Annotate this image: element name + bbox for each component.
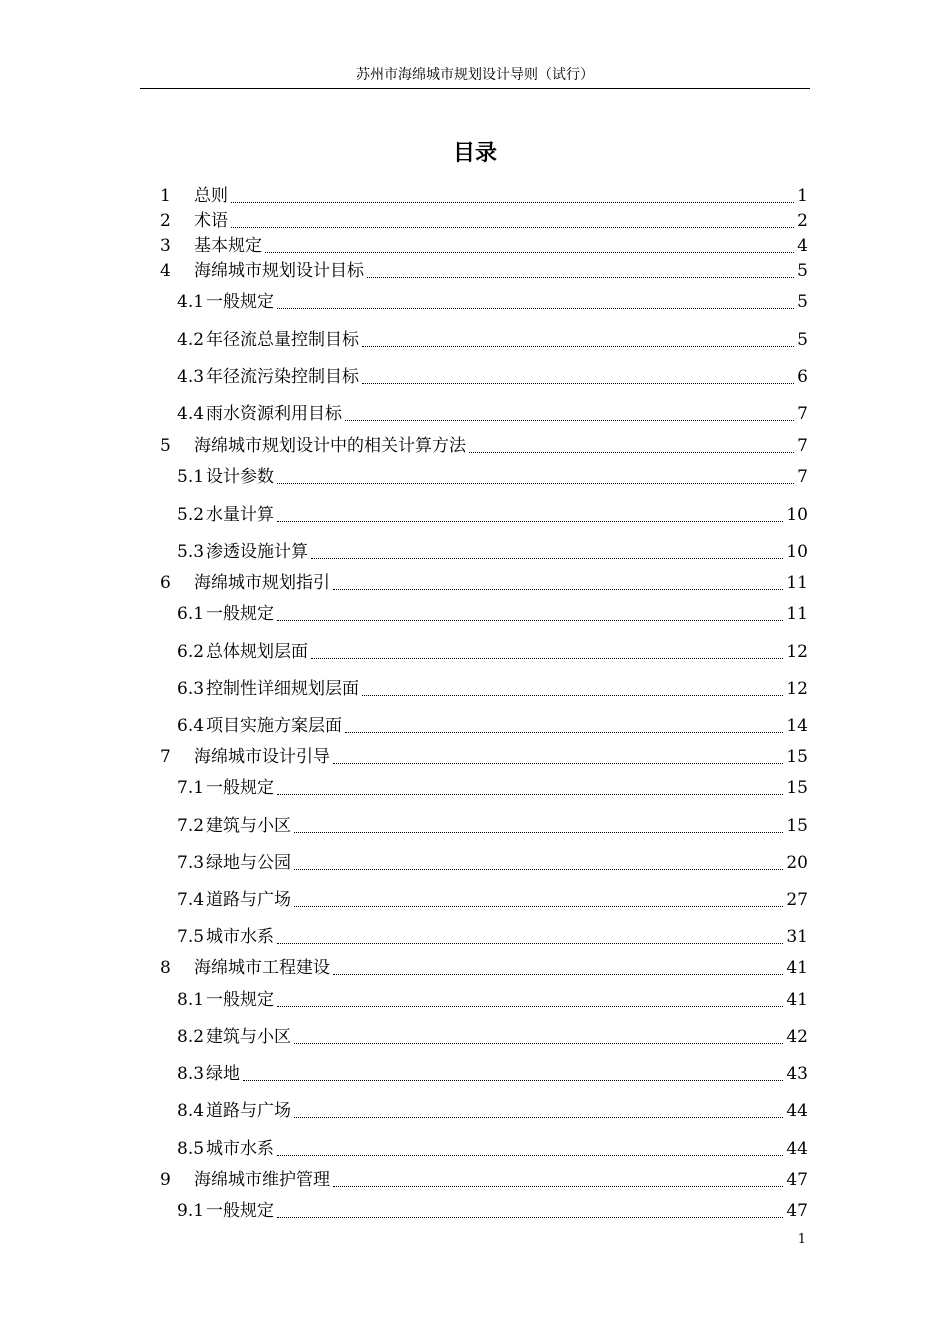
toc-entry-label: 海绵城市工程建设 bbox=[194, 958, 330, 978]
toc-entry[interactable] bbox=[177, 1199, 808, 1223]
toc-entry-label: 一般规定 bbox=[206, 292, 275, 312]
toc-entry-number: 8.1 bbox=[177, 990, 205, 1010]
toc-entry[interactable] bbox=[177, 1099, 808, 1123]
toc-entry-label: 海绵城市规划设计中的相关计算方法 bbox=[194, 436, 466, 456]
toc-entry-number: 7.1 bbox=[177, 778, 205, 798]
toc-entry[interactable] bbox=[177, 888, 808, 912]
toc-entry[interactable] bbox=[177, 503, 808, 527]
toc-entry[interactable] bbox=[177, 465, 808, 489]
toc-entry-number: 8.4 bbox=[177, 1101, 205, 1121]
toc-entry-number: 5.2 bbox=[177, 505, 205, 525]
toc-entry[interactable] bbox=[177, 290, 808, 314]
toc-entry[interactable] bbox=[177, 925, 808, 949]
toc-entry-label: 道路与广场 bbox=[206, 1101, 292, 1121]
toc-entry[interactable] bbox=[177, 776, 808, 800]
toc-dot-leader bbox=[311, 557, 783, 559]
toc-entry-label: 雨水资源利用目标 bbox=[206, 404, 343, 424]
toc-entry-number: 5.3 bbox=[177, 542, 205, 562]
page-number: 1 bbox=[797, 1232, 806, 1247]
toc-entry-page: 7 bbox=[797, 404, 808, 424]
toc-entry-number: 9 bbox=[160, 1170, 171, 1190]
toc-dot-leader bbox=[333, 762, 783, 764]
toc-entry-number: 6 bbox=[160, 573, 171, 593]
toc-entry-page: 2 bbox=[797, 211, 808, 231]
toc-entry-number: 6.2 bbox=[177, 642, 205, 662]
toc-entry-label: 水量计算 bbox=[206, 505, 275, 525]
toc-dot-leader bbox=[294, 1116, 783, 1118]
toc-entry[interactable] bbox=[177, 540, 808, 564]
toc-entry-page: 7 bbox=[797, 436, 808, 456]
toc-entry-number: 5 bbox=[160, 436, 171, 456]
toc-entry[interactable] bbox=[177, 1025, 808, 1049]
toc-dot-leader bbox=[294, 831, 783, 833]
toc-entry-page: 47 bbox=[786, 1170, 808, 1190]
toc-dot-leader bbox=[367, 276, 794, 278]
toc-entry-number: 1 bbox=[160, 186, 171, 206]
toc-entry[interactable] bbox=[160, 434, 808, 458]
toc-entry-number: 7.4 bbox=[177, 890, 205, 910]
toc-entry-number: 4 bbox=[160, 261, 171, 281]
toc-entry-label: 一般规定 bbox=[206, 604, 275, 624]
toc-entry-number: 3 bbox=[160, 236, 171, 256]
toc-entry[interactable] bbox=[177, 677, 808, 701]
toc-entry-number: 8.5 bbox=[177, 1139, 205, 1159]
toc-dot-leader bbox=[362, 694, 783, 696]
toc-entry-page: 1 bbox=[797, 186, 808, 206]
toc-entry[interactable] bbox=[160, 209, 808, 233]
toc-entry-number: 8 bbox=[160, 958, 171, 978]
toc-entry[interactable] bbox=[160, 1168, 808, 1192]
toc-dot-leader bbox=[277, 793, 783, 795]
toc-entry[interactable] bbox=[177, 640, 808, 664]
toc-dot-leader bbox=[345, 419, 794, 421]
toc-entry-label: 一般规定 bbox=[206, 1201, 275, 1221]
toc-entry[interactable] bbox=[160, 184, 808, 208]
toc-entry-page: 47 bbox=[786, 1201, 808, 1221]
toc-entry-label: 道路与广场 bbox=[206, 890, 292, 910]
toc-entry[interactable] bbox=[177, 988, 808, 1012]
toc-dot-leader bbox=[277, 307, 794, 309]
toc-entry-number: 6.3 bbox=[177, 679, 205, 699]
toc-entry-label: 年径流总量控制目标 bbox=[206, 330, 360, 350]
toc-entry-label: 渗透设施计算 bbox=[206, 542, 309, 562]
toc-entry-number: 8.2 bbox=[177, 1027, 205, 1047]
toc-dot-leader bbox=[277, 520, 783, 522]
toc-dot-leader bbox=[362, 345, 794, 347]
header-text: 苏州市海绵城市规划设计导则（试行） bbox=[356, 67, 594, 83]
toc-entry-page: 44 bbox=[786, 1139, 808, 1159]
toc-entry-label: 控制性详细规划层面 bbox=[206, 679, 360, 699]
toc-entry-page: 44 bbox=[786, 1101, 808, 1121]
toc-dot-leader bbox=[333, 973, 783, 975]
toc-entry-page: 4 bbox=[797, 236, 808, 256]
toc-entry-page: 43 bbox=[786, 1064, 808, 1084]
toc-entry-number: 4.4 bbox=[177, 404, 205, 424]
page-title: 目录 bbox=[452, 140, 497, 166]
toc-entry-page: 42 bbox=[786, 1027, 808, 1047]
toc-entry[interactable] bbox=[177, 328, 808, 352]
toc-entry-number: 7.2 bbox=[177, 816, 205, 836]
toc-entry-label: 城市水系 bbox=[206, 927, 275, 947]
toc-entry[interactable] bbox=[160, 956, 808, 980]
toc-entry-label: 海绵城市规划指引 bbox=[194, 573, 330, 593]
toc-entry[interactable] bbox=[177, 365, 808, 389]
toc-entry-page: 41 bbox=[786, 958, 808, 978]
toc-entry-number: 9.1 bbox=[177, 1201, 205, 1221]
toc-entry-label: 总则 bbox=[194, 186, 228, 206]
toc-entry[interactable] bbox=[160, 745, 808, 769]
toc-entry-label: 年径流污染控制目标 bbox=[206, 367, 360, 387]
toc-entry[interactable] bbox=[160, 259, 808, 283]
toc-entry-number: 7.3 bbox=[177, 853, 205, 873]
toc-entry-label: 海绵城市维护管理 bbox=[194, 1170, 330, 1190]
toc-entry-page: 12 bbox=[786, 679, 808, 699]
toc-entry-number: 6.4 bbox=[177, 716, 205, 736]
toc-entry-page: 5 bbox=[797, 261, 808, 281]
toc-entry-label: 术语 bbox=[194, 211, 228, 231]
toc-entry[interactable] bbox=[160, 571, 808, 595]
toc-entry-label: 设计参数 bbox=[206, 467, 275, 487]
toc-entry-page: 41 bbox=[786, 990, 808, 1010]
toc-entry[interactable] bbox=[177, 602, 808, 626]
toc-dot-leader bbox=[294, 1042, 783, 1044]
toc-entry-page: 6 bbox=[797, 367, 808, 387]
toc-entry-number: 8.3 bbox=[177, 1064, 205, 1084]
toc-dot-leader bbox=[362, 382, 794, 384]
toc-entry-page: 11 bbox=[786, 573, 808, 593]
toc-dot-leader bbox=[294, 868, 783, 870]
toc-dot-leader bbox=[277, 482, 794, 484]
toc-entry-label: 基本规定 bbox=[194, 236, 262, 256]
toc-entry-page: 20 bbox=[786, 853, 808, 873]
toc-entry-page: 10 bbox=[786, 542, 808, 562]
toc-entry-page: 5 bbox=[797, 330, 808, 350]
toc-dot-leader bbox=[277, 942, 783, 944]
toc-entry-label: 建筑与小区 bbox=[206, 816, 292, 836]
toc-entry-number: 7 bbox=[160, 747, 171, 767]
toc-dot-leader bbox=[231, 226, 794, 228]
toc-entry-page: 12 bbox=[786, 642, 808, 662]
toc-dot-leader bbox=[333, 588, 783, 590]
toc-entry-page: 5 bbox=[797, 292, 808, 312]
toc-entry-page: 15 bbox=[786, 778, 808, 798]
toc-entry-label: 总体规划层面 bbox=[206, 642, 309, 662]
toc-entry-label: 海绵城市设计引导 bbox=[194, 747, 330, 767]
toc-entry[interactable] bbox=[177, 1137, 808, 1161]
toc-entry-number: 4.1 bbox=[177, 292, 205, 312]
toc-entry[interactable] bbox=[177, 851, 808, 875]
toc-entry-number: 5.1 bbox=[177, 467, 205, 487]
toc-entry-label: 一般规定 bbox=[206, 778, 275, 798]
toc-entry-page: 15 bbox=[786, 816, 808, 836]
toc-entry-page: 15 bbox=[786, 747, 808, 767]
toc-entry-page: 27 bbox=[786, 890, 808, 910]
toc-entry[interactable] bbox=[177, 714, 808, 738]
toc-entry-label: 一般规定 bbox=[206, 990, 275, 1010]
toc-dot-leader bbox=[277, 1154, 783, 1156]
toc-entry-label: 绿地与公园 bbox=[206, 853, 292, 873]
toc-dot-leader bbox=[243, 1079, 783, 1081]
toc-entry-number: 7.5 bbox=[177, 927, 205, 947]
toc-entry-page: 7 bbox=[797, 467, 808, 487]
toc-dot-leader bbox=[277, 1005, 783, 1007]
toc-dot-leader bbox=[277, 1216, 783, 1218]
toc-dot-leader bbox=[231, 201, 794, 203]
toc-entry-page: 11 bbox=[786, 604, 808, 624]
toc-dot-leader bbox=[345, 731, 783, 733]
toc-dot-leader bbox=[333, 1185, 783, 1187]
toc-entry-page: 31 bbox=[786, 927, 808, 947]
toc-entry[interactable] bbox=[177, 814, 808, 838]
toc-entry[interactable] bbox=[160, 234, 808, 258]
toc-entry-page: 10 bbox=[786, 505, 808, 525]
toc-entry-label: 绿地 bbox=[206, 1064, 241, 1084]
toc-entry-number: 4.3 bbox=[177, 367, 205, 387]
toc-dot-leader bbox=[277, 619, 783, 621]
toc-dot-leader bbox=[469, 451, 794, 453]
toc-entry-number: 2 bbox=[160, 211, 171, 231]
toc-entry-number: 6.1 bbox=[177, 604, 205, 624]
toc-entry-number: 4.2 bbox=[177, 330, 205, 350]
toc-entry-label: 项目实施方案层面 bbox=[206, 716, 343, 736]
toc-entry-label: 海绵城市规划设计目标 bbox=[194, 261, 364, 281]
toc-entry[interactable] bbox=[177, 1062, 808, 1086]
toc-dot-leader bbox=[311, 657, 783, 659]
toc-entry-page: 14 bbox=[786, 716, 808, 736]
toc-entry-label: 城市水系 bbox=[206, 1139, 275, 1159]
toc-entry-label: 建筑与小区 bbox=[206, 1027, 292, 1047]
toc-dot-leader bbox=[294, 905, 783, 907]
toc-entry[interactable] bbox=[177, 402, 808, 426]
toc-dot-leader bbox=[265, 251, 794, 253]
